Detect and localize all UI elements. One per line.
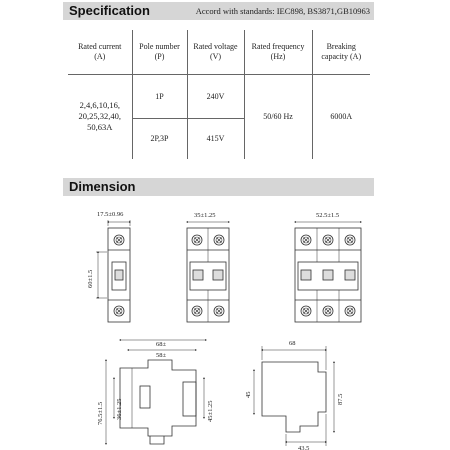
voltage-multi-cell [187,119,244,159]
voltage-multi: 415V [206,133,225,143]
rated-current-values: 2,4,6,10,16, 20,25,32,40, 50,63A [78,100,121,133]
header-rated-current-text: Rated current (A) [78,42,122,61]
width-1p-label: 17.5±0.96 [97,211,124,218]
side-depth-inner-label: 58± [156,352,167,359]
dimension-header-bar [63,178,374,196]
poles-1p: 1P [155,91,164,101]
voltage-1p-cell [187,75,244,119]
header-breaking-capacity [312,30,370,75]
table-row [68,75,370,119]
profile-view [254,346,334,446]
profile-depth-label: 68 [289,340,296,347]
breaking-capacity-cell [312,75,370,159]
header-rated-frequency-text: Rated frequency (Hz) [251,42,305,61]
header-rated-frequency [244,30,312,75]
poles-multi-cell [132,119,187,159]
header-pole-number [132,30,187,75]
front-view-1p [96,220,130,322]
header-rated-voltage-text: Rated voltage (V) [193,42,238,61]
header-breaking-capacity-text: Breaking capacity (A) [321,42,362,61]
specification-header-bar [63,2,374,20]
side-height-right-label: 45±1.25 [207,400,214,422]
frequency-value: 50/60 Hz [263,111,293,121]
dimension-title: Dimension [69,179,136,194]
poles-multi: 2P,3P [150,133,169,143]
table-header-row [68,30,370,75]
profile-bottom-label: 43.5 [298,445,310,450]
side-height-outer-label: 76.5±1.5 [97,401,104,425]
header-pole-number-text: Pole number (P) [139,42,180,61]
width-3p-label: 52.5±1.5 [316,212,340,219]
frequency-cell [244,75,312,159]
profile-right-height-label: 87.5 [337,393,344,405]
specification-title: Specification [69,3,150,18]
poles-1p-cell [132,75,187,119]
dimension-drawings [0,200,450,450]
specification-table [68,30,370,159]
header-rated-voltage [187,30,244,75]
rated-current-cell [68,75,132,159]
side-height-inner-label: 36±1.25 [116,398,123,420]
front-view-2p [187,222,229,322]
height-front-label: 60±1.5 [87,269,94,288]
front-view-3p [295,222,361,322]
breaking-capacity-value: 6000A [330,111,353,121]
header-rated-current [68,30,132,75]
voltage-1p: 240V [206,91,225,101]
standards-note: Accord with standards: IEC898, BS3871,GB10963 [195,6,370,16]
side-depth-outer-label: 68± [156,341,167,348]
width-2p-label: 35±1.25 [194,212,216,219]
profile-left-height-label: 45 [245,391,252,398]
